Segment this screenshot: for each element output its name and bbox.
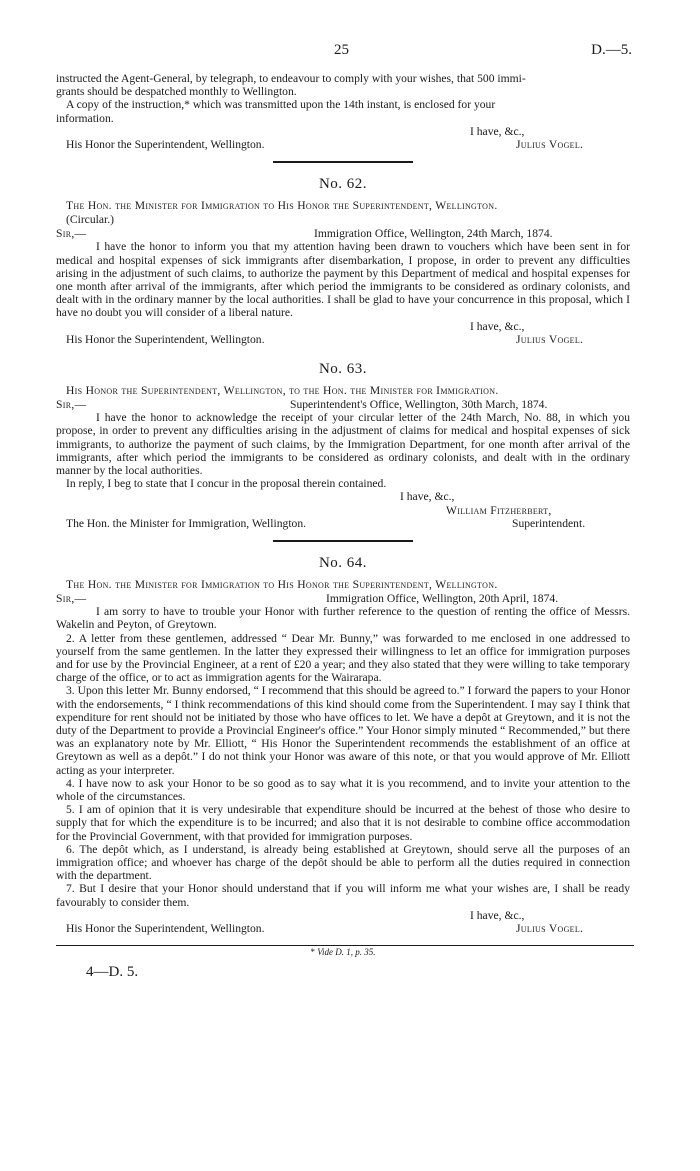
body-paragraph: 3. Upon this letter Mr. Bunny endorsed, “ I recommend that this should be agreed to.” I forward the papers to your Honor with the endorsements, “ I think recommendations of this kind should come from the Superintendent. I may say I think that expenditure for rent should not be initiated by those who have offices to let. We have a depôt at Greytown, and it is not the duty of the Department to provide a Provincial Engineer's office.” Your Honor simply minuted “ Recommended,” but there was an explanatory note by Mr. Elliott, “ His Honor the Superintendent recommends the establishment of an office at Greytown as well as a depôt.” I do not think your Honor was aware of this note, or that you would approve of Mr. Elliott acting as your interpreter. (56, 684, 630, 777)
salutation: Sir,— (56, 227, 87, 241)
document-reference: D.—5. (591, 42, 632, 58)
letter-63 (56, 360, 630, 530)
footnote-mark: * (310, 947, 315, 958)
letter-62 (56, 175, 630, 346)
body-paragraph: I am sorry to have to trouble your Honor with further reference to the question of renting the office of Messrs. Wakelin and Peyton, of Greytown. (56, 605, 630, 632)
letter-number: No. 63. (318, 360, 368, 377)
closing: I have, &c., (470, 908, 525, 922)
body-paragraph: 7. But I desire that your Honor should understand that if you will inform me what your wishes are, I shall be ready favourably to consider them. (56, 882, 630, 909)
section-divider (273, 540, 413, 542)
document-page (56, 44, 630, 979)
salutation: Sir,— (56, 397, 87, 411)
continued-letter (56, 72, 630, 151)
signature-title: Superintendent. (512, 516, 586, 530)
letter-number: No. 64. (318, 554, 368, 571)
body-paragraph: 2. A letter from these gentlemen, addressed “ Dear Mr. Bunny,” was forwarded to me enclosed in one addressed to yourself from the same gentlemen. In the latter they expressed their willingness to let an office for immigration purposes and for use by the Provincial Engineer, at a rent of £20 a year; and they also stated that they were willing to take temporary charge of the office, or to act as immigration agents for the Wairarapa. (56, 631, 630, 685)
signature-mark: 4—D. 5. (86, 964, 139, 981)
salutation: Sir,— (56, 591, 87, 605)
place-date: Immigration Office, Wellington, 20th April, 1874. (326, 591, 559, 605)
body-line: grants should be despatched monthly to Wellington. (56, 85, 297, 99)
body-line: instructed the Agent-General, by telegraph, to endeavour to comply with your wishes, that 500 immi- (56, 72, 526, 85)
addressee: His Honor the Superintendent, Wellington. (66, 921, 265, 935)
body-line: information. (56, 111, 114, 125)
section-divider (273, 161, 413, 163)
body-paragraph: 6. The depôt which, as I understand, is already being established at Greytown, should serve all the purposes of an immigration office; and whoever has charge of the depôt should be able to perform all the duties required in connection with the department. (56, 842, 630, 883)
footnote (56, 946, 630, 958)
signature: Julius Vogel. (516, 921, 584, 935)
addressee: The Hon. the Minister for Immigration, Wellington. (66, 516, 307, 530)
body-paragraph: 4. I have now to ask your Honor to be so good as to say what it is you recommend, and to invite your attention to the whole of the circumstances. (56, 776, 630, 803)
addressee: His Honor the Superintendent, Wellington. (66, 138, 265, 151)
body-paragraph: I have the honor to acknowledge the receipt of your circular letter of the 24th March, No. 88, in which you propose, in order to prevent any difficulties arising in the adjustment of claims for medical and hospital expenses of sick immigrants, to authorize the payment of such claims, by the Immigration Department, for one month after arrival of the immigrants, after which period the immigrants to be considered as ordinary colonists, and dealt with in the ordinary manner by the local authorities. (56, 411, 630, 477)
body-paragraph: 5. I am of opinion that it is very undesirable that expenditure should be incurred at the behest of those who desire to supply that for which the expenditure is to be incurred; and also that it is not desirable to combine office accommodation for the Provincial Government, with that provided for immigration purposes. (56, 803, 630, 843)
body-line: A copy of the instruction,* which was transmitted upon the 14th instant, is enclosed for your (66, 98, 496, 112)
letter-number: No. 62. (318, 176, 368, 193)
closing: I have, &c., (470, 319, 525, 333)
letter-title: His Honor the Superintendent, Wellington, to the Hon. the Minister for Immigration. (66, 383, 499, 397)
letter-64 (56, 554, 630, 935)
place-date: Superintendent's Office, Wellington, 30th March, 1874. (290, 397, 548, 411)
letter-title: The Hon. the Minister for Immigration to His Honor the Superintendent, Wellington. (66, 577, 498, 591)
signature: Julius Vogel. (516, 332, 584, 346)
footnote-text: Vide D. 1, p. 35. (317, 947, 376, 958)
page-number: 25 (334, 42, 349, 58)
body-paragraph: In reply, I beg to state that I concur in the proposal therein contained. (66, 477, 387, 491)
place-date: Immigration Office, Wellington, 24th March, 1874. (314, 227, 553, 241)
signature: Julius Vogel. (516, 138, 584, 151)
addressee: His Honor the Superintendent, Wellington. (66, 332, 265, 346)
body-paragraph: I have the honor to inform you that my attention having been drawn to vouchers which have been sent in for medical and hospital expenses of sick immigrants after disembarkation, I propose, in order to prevent any difficulties arising in the adjustment of such claims, to authorize the payment by this Department of medical and hospital expenses for one month after arrival of the immigrants, after which period the immigrants to be considered as ordinary colonists, and dealt with in the ordinary manner by the local authorities. I shall be glad to have your concurrence in this proposal, which I have no doubt you will consider of a liberal nature. (56, 240, 630, 320)
closing: I have, &c., (400, 490, 455, 504)
page-header (56, 44, 630, 72)
letter-title: The Hon. the Minister for Immigration to His Honor the Superintendent, Wellington. (66, 199, 498, 213)
closing: I have, &c., (470, 124, 525, 138)
signature: William Fitzherbert, (446, 503, 552, 517)
letter-title-note: (Circular.) (66, 213, 114, 227)
